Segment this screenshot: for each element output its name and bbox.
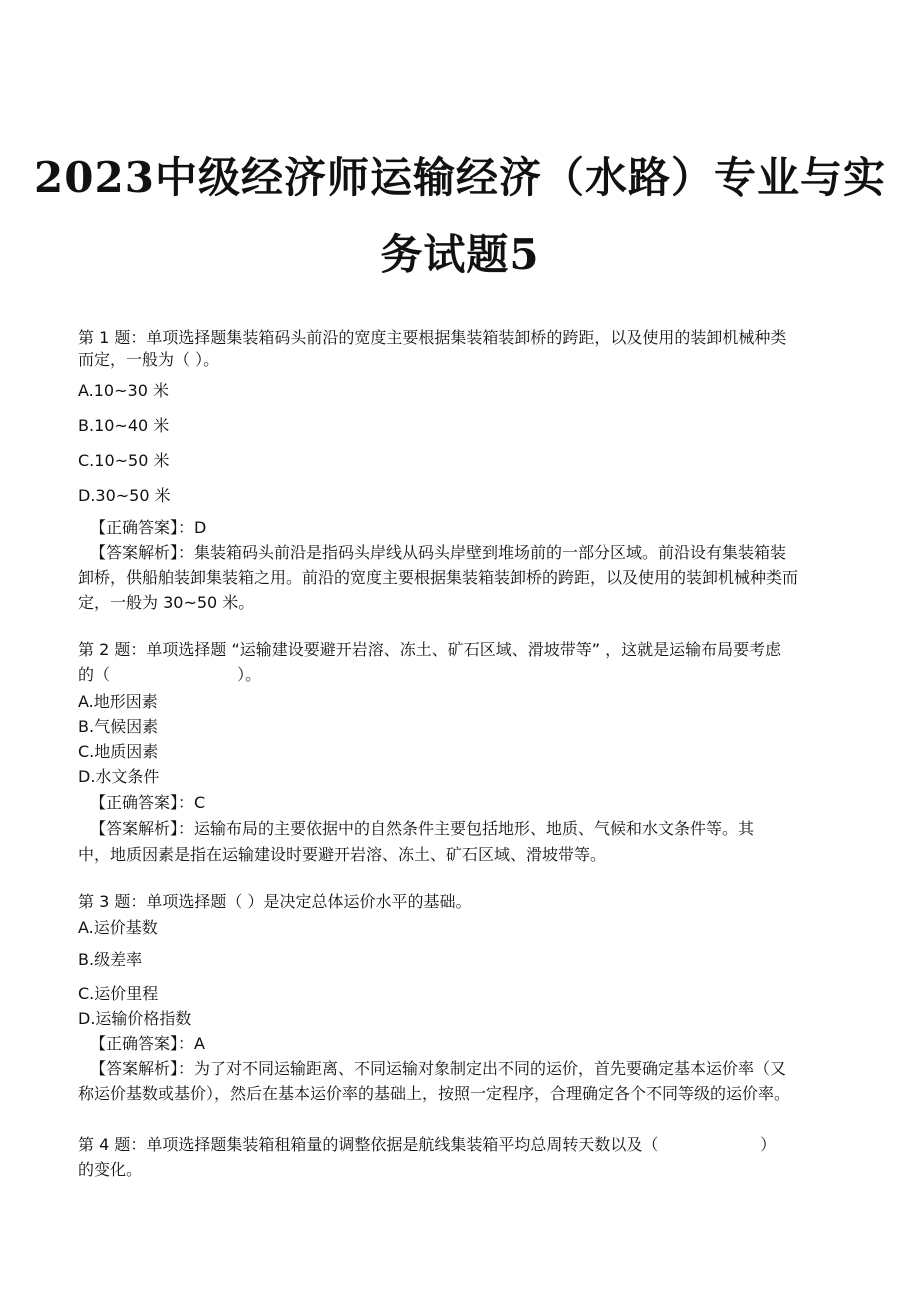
option-b: B.气候因素 xyxy=(78,717,159,736)
page-title-line-2: 务试题5 xyxy=(380,230,540,279)
option-d: D.水文条件 xyxy=(78,767,160,786)
correct-answer: 【正确答案】：A xyxy=(90,1034,205,1053)
question-stem: 而定，一般为（ ）。 xyxy=(78,350,220,369)
option-c: C.地质因素 xyxy=(78,742,159,761)
option-b: B.10~40 米 xyxy=(78,416,170,435)
question-stem: 的变化。 xyxy=(78,1160,143,1179)
answer-analysis: 【答案解析】：为了对不同运输距离、不同运输对象制定出不同的运价，首先要确定基本运价率（又 xyxy=(90,1059,787,1078)
answer-analysis: 【答案解析】：运输布局的主要依据中的自然条件主要包括地形、地质、气候和水文条件等。其 xyxy=(90,819,755,838)
option-a: A.运价基数 xyxy=(78,918,158,937)
answer-analysis: 中，地质因素是指在运输建设时要避开岩溶、冻土、矿石区域、滑坡带等。 xyxy=(78,845,607,864)
answer-analysis: 卸桥，供船舶装卸集装箱之用。前沿的宽度主要根据集装箱装卸桥的跨距，以及使用的装卸机械种类而 xyxy=(78,568,799,587)
option-a: A.10~30 米 xyxy=(78,381,169,400)
option-c: C.10~50 米 xyxy=(78,451,170,470)
correct-answer: 【正确答案】：C xyxy=(90,793,206,812)
option-b: B.级差率 xyxy=(78,950,143,969)
question-stem: 的（ ）。 xyxy=(78,665,262,684)
question-stem: 第 3 题：单项选择题（ ）是决定总体运价水平的基础。 xyxy=(78,892,472,911)
answer-analysis: 【答案解析】：集装箱码头前沿是指码头岸线从码头岸壁到堆场前的一部分区域。前沿设有集装箱装 xyxy=(90,543,787,562)
option-c: C.运价里程 xyxy=(78,984,159,1003)
option-d: D.运输价格指数 xyxy=(78,1009,192,1028)
page-title-line-1: 2023中级经济师运输经济（水路）专业与实 xyxy=(34,153,886,202)
option-d: D.30~50 米 xyxy=(78,486,171,505)
correct-answer: 【正确答案】：D xyxy=(90,518,207,537)
question-stem: 第 1 题：单项选择题集装箱码头前沿的宽度主要根据集装箱装卸桥的跨距，以及使用的装卸机械种类 xyxy=(78,328,787,347)
option-a: A.地形因素 xyxy=(78,692,158,711)
answer-analysis: 定，一般为 30~50 米。 xyxy=(78,593,255,612)
question-stem: 第 4 题：单项选择题集装箱租箱量的调整依据是航线集装箱平均总周转天数以及（ ） xyxy=(78,1135,777,1154)
question-stem: 第 2 题：单项选择题 “运输建设要避开岩溶、冻土、矿石区域、滑坡带等” ，这就是运输布局要考虑 xyxy=(78,640,782,659)
answer-analysis: 称运价基数或基价），然后在基本运价率的基础上，按照一定程序，合理确定各个不同等级的运价率。 xyxy=(78,1084,791,1103)
